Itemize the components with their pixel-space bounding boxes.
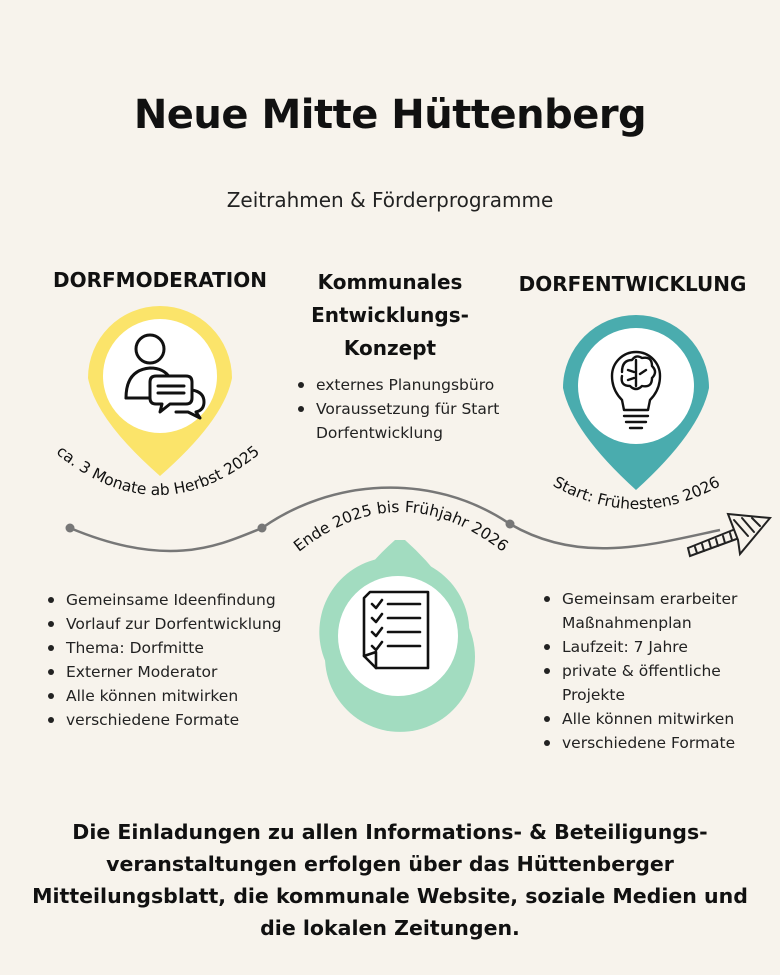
list-item: private & öffentliche Projekte bbox=[558, 659, 773, 707]
heading-konzept-line-1: Kommunales bbox=[317, 270, 463, 294]
list-item: Gemeinsam erarbeiter Maßnahmenplan bbox=[558, 587, 773, 635]
page-subtitle: Zeitrahmen & Förderprogramme bbox=[226, 188, 554, 212]
timeframe-dorfentwicklung: Start: Frühestens 2026 bbox=[550, 472, 723, 514]
checklist-icon bbox=[364, 592, 428, 668]
pin-dorfmoderation bbox=[88, 306, 232, 476]
heading-dorfentwicklung: DORFENTWICKLUNG bbox=[518, 272, 747, 296]
list-item: Gemeinsame Ideenfindung bbox=[62, 588, 332, 612]
timeline-dot-1 bbox=[66, 524, 75, 533]
list-item: Thema: Dorfmitte bbox=[62, 636, 332, 660]
bullets-dorfentwicklung bbox=[540, 587, 773, 755]
list-item: externes Planungsbüro bbox=[312, 373, 527, 397]
list-item: Vorlauf zur Dorfentwicklung bbox=[62, 612, 332, 636]
list-item: Externer Moderator bbox=[62, 660, 332, 684]
list-item: Alle können mitwirken bbox=[558, 707, 773, 731]
list-item: verschiedene Formate bbox=[62, 708, 332, 732]
list-item: Alle können mitwirken bbox=[62, 684, 332, 708]
list-item: verschiedene Formate bbox=[558, 731, 773, 755]
timeframe-konzept: Ende 2025 bis Frühjahr 2026 bbox=[290, 497, 512, 556]
heading-konzept-line-2: Entwicklungs- bbox=[311, 303, 469, 327]
bullets-dorfmoderation bbox=[44, 588, 332, 732]
page-title: Neue Mitte Hüttenberg bbox=[133, 92, 647, 138]
footer-text: Die Einladungen zu allen Informations- & Beteiligungs- veranstaltungen erfolgen über das Hüttenberger Mitteilungsblatt, die kommunale Website, soziale Medien und die lokalen Zeitungen. bbox=[32, 820, 748, 940]
timeframe-dorfmoderation: ca. 3 Monate ab Herbst 2025 bbox=[53, 442, 263, 500]
timeline-dot-3 bbox=[506, 520, 515, 529]
drop-konzept bbox=[319, 540, 475, 732]
timeline-dot-2 bbox=[258, 524, 267, 533]
list-item: Voraussetzung für Start Dorfentwicklung bbox=[312, 397, 527, 445]
list-item: Laufzeit: 7 Jahre bbox=[558, 635, 773, 659]
heading-dorfmoderation: DORFMODERATION bbox=[53, 268, 267, 292]
pin-dorfentwicklung bbox=[563, 315, 709, 490]
bullets-konzept bbox=[294, 373, 527, 445]
heading-konzept-line-3: Konzept bbox=[343, 336, 437, 360]
heading-konzept bbox=[280, 266, 500, 365]
